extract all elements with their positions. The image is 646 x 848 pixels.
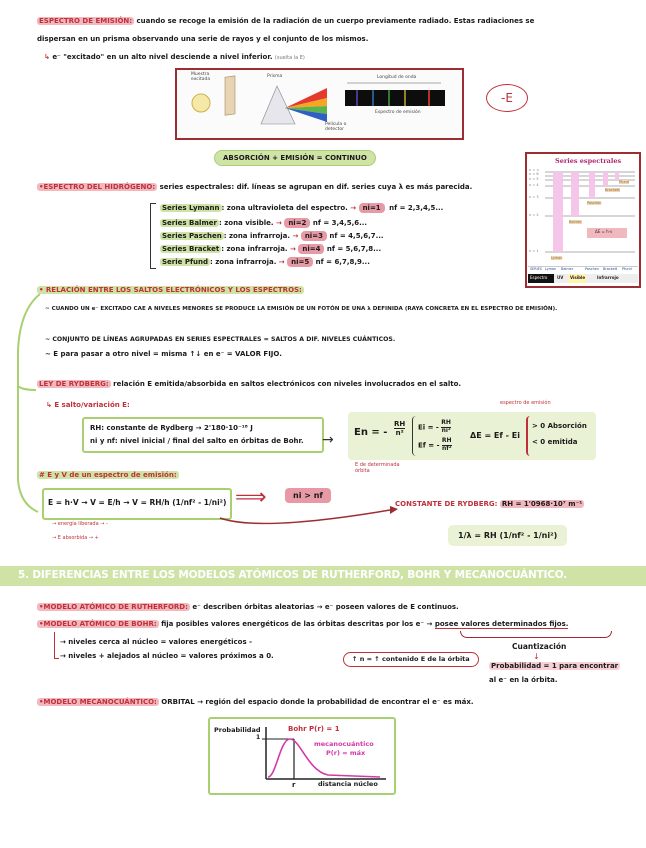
- graph-y-label: Probabilidad: [214, 726, 261, 734]
- series-row-paschen: Series Paschen : zona infrarroja. → ni=3 nf = 4,5,6,7...: [162, 232, 384, 240]
- intro-line-2: dispersan en un prisma observando una serie de rayos y el conjunto de los mismos.: [37, 35, 369, 43]
- label-film: Película o detector: [325, 122, 347, 132]
- bottom-lyman: Lyman: [545, 267, 557, 271]
- label-source: Muestra excitada: [191, 72, 211, 82]
- bottom-paschen: Paschen: [585, 267, 599, 271]
- graph-r-label: r: [292, 781, 296, 789]
- relation-title: • RELACIÓN ENTRE LOS SALTOS ELECTRÓNICOS Y LOS ESPECTROS:: [39, 286, 302, 294]
- en-formula: En = -: [354, 427, 388, 438]
- graph-mech-max-label: P(r) = máx: [326, 749, 366, 757]
- emission-spectrum-title: ESPECTRO DE EMISIÓN:: [39, 17, 133, 25]
- level-inf: n = ∞: [529, 168, 540, 172]
- level-3: n = 3: [529, 195, 539, 199]
- ef-formula: Ef = - $\frac{RH}{\text{nf²}}$: [418, 437, 452, 452]
- niveles-near: → niveles cerca al núcleo = valores energéticos -: [60, 638, 252, 646]
- minus-e-circle: -E: [486, 84, 528, 112]
- formula-box: [348, 412, 596, 460]
- section-5-title: 5. DIFERENCIAS ENTRE LOS MODELOS ATÓMICOS DE RUTHERFORD, BOHR Y MECANOCUÁNTICO.: [18, 569, 568, 581]
- hydrogen-line: •ESPECTRO DEL HIDRÓGENO: series espectrales: dif. líneas se agrupan en dif. series cuya λ es más parecida.: [39, 183, 473, 191]
- quantization-label: Cuantización: [512, 642, 567, 651]
- label-emission: Espectro de emisión: [375, 110, 421, 115]
- relation-bullet-1: ~ CUANDO UN e⁻ EXCITADO CAE A NIVELES MENORES SE PRODUCE LA EMISIÓN DE UN FOTÓN DE UNA λ DEFINIDA (RAYA CONCRETA EN EL ESPECTRO DE EMISIÓN).: [45, 306, 558, 312]
- graph-bohr-label: Bohr P(r) = 1: [288, 725, 340, 733]
- absorption-emission-label: ABSORCIÓN + EMISIÓN = CONTINUO: [214, 150, 376, 166]
- label-balmer: Balmer: [569, 220, 582, 224]
- delta-e-label: ΔE = h·v: [595, 229, 613, 234]
- relation-bullet-2: ~ CONJUNTO DE LÍNEAS AGRUPADAS EN SERIES ESPECTRALES = SALTOS A DIF. NIVELES CUÁNTICOS.: [45, 336, 396, 343]
- rydberg-title: LEY DE RYDBERG:: [39, 380, 109, 388]
- brace-ei-ef: [412, 416, 417, 456]
- rutherford-line: •MODELO ATÓMICO DE RUTHERFORD: e⁻ describen órbitas aleatorias → e⁻ poseen valores de E continuos.: [39, 603, 459, 611]
- series-row-pfund: Serie Pfund : zona infrarroja. → ni=5 nf = 6,7,8,9...: [162, 258, 370, 266]
- absorption-label: > 0 Absorción: [532, 422, 587, 430]
- note-orbit-energy: E de determinada órbita: [355, 462, 400, 474]
- region-ir: Infrarrojo: [597, 275, 619, 280]
- graph-mech-label: mecanocuántico: [314, 740, 374, 748]
- niveles-far: → niveles + alejados al núcleo = valores próximos a 0.: [60, 652, 274, 660]
- ei-formula: Ei = - $\frac{RH}{\text{ni²}}$: [418, 419, 451, 434]
- lambda-formula: 1/λ = RH (1/nf² - 1/ni²): [448, 525, 567, 546]
- rydberg-sub: ↳ E salto/variación E:: [46, 401, 130, 409]
- emission-label: < 0 emitida: [532, 438, 578, 446]
- condition-ni-nf: ni > nf: [285, 491, 331, 500]
- region-spectrum: Espectro: [530, 275, 548, 280]
- level-5: n = 5: [529, 177, 539, 181]
- ni-nf-definition: ni y nf: nivel inicial / final del salto en órbitas de Bohr.: [90, 437, 304, 445]
- intro-line-3: ↳ e⁻ "excitado" en un alto nivel desciende a nivel inferior. (suelta la E): [44, 53, 305, 61]
- bottom-pfund: Pfund: [622, 267, 632, 271]
- section-5-banner: [0, 566, 646, 586]
- en-fraction: RH n²: [394, 420, 406, 437]
- energy-title: # E y V de un espectro de emisión:: [39, 471, 177, 479]
- label-brackett: Brackett: [605, 188, 620, 192]
- double-arrow: ⟹: [235, 485, 267, 510]
- bohr-line: •MODELO ATÓMICO DE BOHR: fija posibles valores energéticos de las órbitas descritas por los e⁻ → posee valores determinados fijos.: [39, 620, 569, 628]
- rydberg-arrow: →: [322, 432, 334, 448]
- probability-line-1: Probabilidad = 1 para encontrar: [491, 662, 619, 670]
- label-pfund: Pfund: [619, 180, 630, 184]
- note-emission-spectrum: espectro de emisión: [500, 400, 551, 406]
- label-lyman: Lyman: [551, 256, 563, 260]
- bottom-series: SERIES: [530, 267, 542, 271]
- relation-bullet-3: ~ E para pasar a otro nivel = misma ↑↓ en e⁻ = VALOR FIJO.: [45, 350, 282, 358]
- rydberg-definitions-box: [82, 417, 324, 453]
- label-paschen: Paschen: [587, 201, 602, 205]
- energy-note-2: → E absorbida → +: [52, 535, 99, 541]
- rydberg-line: LEY DE RYDBERG: relación E emitida/absorbida en saltos electrónicos con niveles involucrados en el salto.: [39, 380, 462, 388]
- level-4: n = 4: [529, 183, 539, 187]
- probability-graph-box: [208, 717, 396, 795]
- series-row-lyman: Series Lymann : zona ultravioleta del espectro. → ni=1 nf = 2,3,4,5...: [162, 204, 444, 212]
- level-1: n = 1: [529, 249, 539, 253]
- probability-line-2: al e⁻ en la órbita.: [489, 676, 558, 684]
- series-row-bracket: Series Bracket : zona infrarroja. → ni=4 nf = 5,6,7,8...: [162, 245, 382, 253]
- arrow-icon: ↳: [44, 53, 53, 61]
- series-row-balmer: Series Balmer : zona visible. → ni=2 nf = 3,4,5,6...: [162, 219, 368, 227]
- orbit-energy-ellipse: ↑ n = ↑ contenido E de la órbita: [343, 652, 479, 667]
- series-bracket: [150, 203, 156, 269]
- energy-formula: E = h·V → V = E/h → V = RH/h (1/nf² - 1/ni²): [48, 498, 227, 507]
- graph-one-label: 1: [256, 734, 261, 741]
- quantization-brace: [460, 631, 612, 638]
- rydberg-constant-line: CONSTANTE DE RYDBERG: RH = 1'0968·10⁷ m⁻¹: [395, 500, 583, 508]
- intro-line-1: ESPECTRO DE EMISIÓN: cuando se recoge la emisión de la radiación de un cuerpo previamente radiado. Estas radiaciones se: [39, 17, 535, 25]
- spectral-series-figure: [525, 152, 641, 288]
- mechanoquantum-line: •MODELO MECANOCUÁNTICO: ORBITAL → región del espacio donde la probabilidad de encontrar el e⁻ es máx.: [39, 698, 474, 706]
- region-uv: UV: [557, 275, 564, 280]
- bottom-brackett: Brackett: [603, 267, 618, 271]
- label-prism: Prisma: [267, 74, 283, 79]
- level-6: n = 6: [529, 172, 539, 176]
- label-wavelength: Longitud de onda: [377, 75, 417, 80]
- hydrogen-title: •ESPECTRO DEL HIDRÓGENO:: [39, 183, 156, 191]
- level-2: n = 2: [529, 213, 539, 217]
- rh-definition: RH: constante de Rydberg → 2'180·10⁻¹⁸ J: [90, 424, 253, 432]
- quantization-arrow: ↓: [533, 652, 540, 661]
- energy-note-1: → energía liberada → -: [52, 521, 108, 527]
- delta-e-formula: ΔE = Ef - Ei: [470, 431, 520, 440]
- niveles-bracket: [54, 632, 59, 659]
- emission-spectrum-figure: [175, 68, 464, 140]
- bottom-balmer: Balmer: [561, 267, 574, 271]
- region-visible: Visible: [570, 275, 586, 280]
- series-figure-title: Series espectrales: [555, 157, 622, 165]
- graph-x-label: distancia núcleo: [318, 780, 378, 788]
